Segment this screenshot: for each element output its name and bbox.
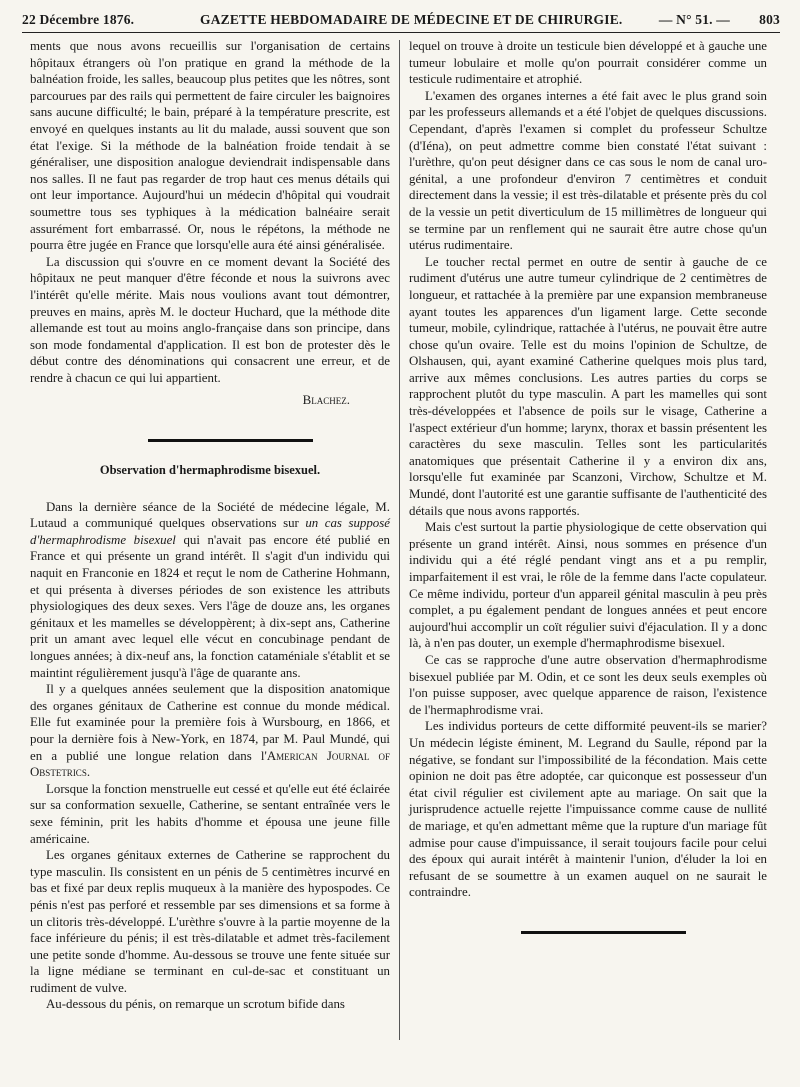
paragraph: Mais c'est surtout la partie physiologique de cette observation qui présente un grand intérêt. Ainsi, nous sommes en présence d'un individu qui a été réglé pendant vingt ans et a pu remplir, imparfaitement il est vrai, le rôle de la femme dans l'acte copulateur. Ce même individu, porteur d'un appareil génital masculin à peu près complet, a pu également pendant de longues années et peut encore aujourd'hui accomplir un coït régulier suivi d'éjaculation. Il y a donc là, à n'en pas douter, un exemple d'hermaphrodisme bisexuel. [409, 520, 767, 651]
column-divider [399, 40, 400, 1040]
section-separator [148, 439, 313, 442]
paragraph: Dans la dernière séance de la Société de médecine légale, M. Lutaud a communiqué quelques observations sur un cas supposé d'hermaphrodisme bisexuel qui n'avait pas encore été publié en France et qui présente un grand intérêt. Il s'agit d'un individu qui naquit en Franconie en 1824 et reçut le nom de Catherine Hohmann, et qui présenta à diverses périodes de son existence les attributs physiologiques des deux sexes. Vers l'âge de douze ans, les organes génitaux et les mamelles se développèrent; à dix-sept ans, Catherine prit un amant avec lequel elle vécut en concubinage pendant de longues années; à dix-neuf ans, la fonction cataméniale s'établit et se maintint régulièrement jusqu'à l'âge de quarante ans. [30, 499, 391, 680]
paragraph: Lorsque la fonction menstruelle eut cessé et qu'elle eut été éclairée sur sa conformation sexuelle, Catherine, se sentant entraînée vers le sexe féminin, prit les habits d'homme et épousa une jeune fille américaine. [30, 781, 390, 846]
paragraph: Les organes génitaux externes de Catherine se rapprochent du type masculin. Ils consistent en un pénis de 5 centimètres incurvé en bas et fixé par deux replis muqueux à la manière des hypospodes. Ce pénis n'est pas perforé et ressemble par ses dimensions et sa forme à un clitoris très-développé. L'urèthre s'ouvre à la partie moyenne de la face inférieure du pénis; il est très-dilatable et admet très-facilement une petite sonde d'homme. Au-dessous se trouve une fente située sur la ligne médiane se terminant en cul-de-sac et constituant un rudiment de vulve. [30, 848, 390, 995]
paragraph: Au-dessous du pénis, on remarque un scrotum bifide dans [46, 997, 345, 1012]
journal-reference: American Journal of Obstetrics [30, 748, 390, 780]
page-number: 803 [759, 12, 780, 27]
paragraph: Ce cas se rapproche d'une autre observation d'hermaphrodisme bisexuel publiée par M. Odin, et ce sont les deux seuls exemples où l'on puisse supposer, avec quelque apparence de raison, l'existence de l'hermaphrodisme vrai. [409, 652, 767, 717]
paragraph: lequel on trouve à droite un testicule bien développé et à gauche une tumeur lobulaire et molle qu'on pourrait considérer comme un testicule rudimentaire et atrophié. [409, 39, 767, 87]
page-header [22, 8, 780, 33]
paragraph: Il y a quelques années seulement que la disposition anatomique des organes génitaux de Catherine est connue du monde médical. Elle fut examinée pour la première fois à Wursbourg, en 1866, et pour la dernière fois à New-York, en 1874, par M. Paul Mundé, qui en a publié une longue relation dans l'American Journal of Obstetrics. [30, 682, 390, 780]
issue-number: — N° 51. — [658, 12, 730, 27]
section-separator [521, 931, 686, 934]
paragraph: Le toucher rectal permet en outre de sentir à gauche de ce rudiment d'utérus une autre tumeur cylindrique de 2 centimètres de longueur, et rattachée à la première par une expansion membraneuse ayant toutes les apparences d'un ligament large. Cette seconde tumeur, mobile, cylindrique, rattachée à l'utérus, ne pouvait être autre chose qu'un ovaire. Telle est du moins l'opinion de Schultze, de Olshausen, qui, ayant examiné Catherine quelques mois plus tard, arrive aux mêmes conclusions. Les autres parties du corps se rapprochent plutôt du type masculin. A part les mamelles qui sont très-développées et l'absence de poils sur le visage, Catherine a l'aspect extérieur d'un homme; larynx, thorax et bassin présentent les caractères du sexe masculin. Telles sont les particularités anatomiques que présentait Catherine il y a environ dix ans, lorsqu'elle fut examinée par Scanzoni, Virchow, Schultze et M. Mundé, dont l'autorité est une garantie suffisante de l'authenticité des détails que nous avons rapportés. [409, 254, 767, 518]
right-column [409, 38, 767, 934]
paragraph: ments que nous avons recueillis sur l'organisation de certains hôpitaux étrangers où l'on pratique en grand la méthode de la balnéation froide, les salles, beaucoup plus petites que les nôtres, sont parcourues par des rails qui permettent de faire circuler les baignoires sans aucune difficulté; le bain, préparé à la température prescrite, est envoyé en quelques instants au lit du malade, aussi souvent que son état l'exige. Si la méthode de la balnéation froide tendait à se généraliser, une disposition analogue deviendrait indispensable dans nos salles. Il ne faut pas regarder de trop haut ces menus détails qui ont leur importance. Aujourd'hui un médecin d'hôpital qui voudrait soumettre tous ses typhiques à la médication balnéaire serait assurément fort embarrassé. Or, nous le répétons, la méthode ne pourra être jugée en France que lorsqu'elle aura été ainsi généralisée. [30, 39, 390, 253]
left-column [30, 38, 390, 1013]
section-title: Observation d'hermaphrodisme bisexuel. [99, 463, 321, 478]
case-title-italic: un cas supposé d'hermaphrodisme bisexuel [30, 516, 390, 547]
author-signature: Blachez. [302, 393, 350, 408]
paragraph: L'examen des organes internes a été fait avec le plus grand soin par les professeurs allemands et a été l'objet de quelques discussions. Cependant, d'après l'examen si complet du professeur Schultze (d'Iéna), on peut admettre comme bien constaté l'état suivant : l'urèthre, qu'on peut désigner dans ce cas sous le nom de canal uro-génital, a une profondeur d'environ 7 centimètres et conduit directement dans la vessie; il est très-dilatable et présente près du col de la vessie un petit diverticulum de 15 millimètres de longueur qui se termine par un renflement qui ne saurait être autre chose qu'un utérus rudimentaire. [409, 88, 767, 253]
issue-date: 22 Décembre 1876. [22, 12, 135, 27]
paragraph: Les individus porteurs de cette difformité peuvent-ils se marier? Un médecin légiste éminent, M. Legrand du Saulle, répond par la négative, se fondant sur l'impossibilité de la fécondation. Mais cette opinion ne doit pas être adoptée, car quiconque est possesseur d'un état civil régulier est civilement apte au mariage. On sait que la jurisprudence actuelle rejette l'impuissance comme cause de nullité de mariage, et qu'en admettant même que la rupture d'un mariage fût admise pour cause d'impuissance, il serait toujours facile pour celui des époux qui aurait intérêt à maintenir l'union, d'éluder la loi en refusant de se soumettre à un examen auquel on ne saurait le contraindre. [409, 719, 767, 900]
paragraph: La discussion qui s'ouvre en ce moment devant la Société des hôpitaux ne peut manquer d'être féconde et nous la suivrons avec l'intérêt qu'elle mérite. Mais nous voulions avant tout démontrer, preuves en mains, après M. le docteur Huchard, que la méthode dite allemande est tout au moins anglo-française dans son principe, dans son mode fondamental d'application. Il est bon de protester dès le début contre des dénominations qui consacrent une erreur, et de rendre à chacun ce qui lui appartient. [30, 254, 390, 385]
journal-title: GAZETTE HEBDOMADAIRE DE MÉDECINE ET DE CHIRURGIE. [200, 12, 623, 27]
